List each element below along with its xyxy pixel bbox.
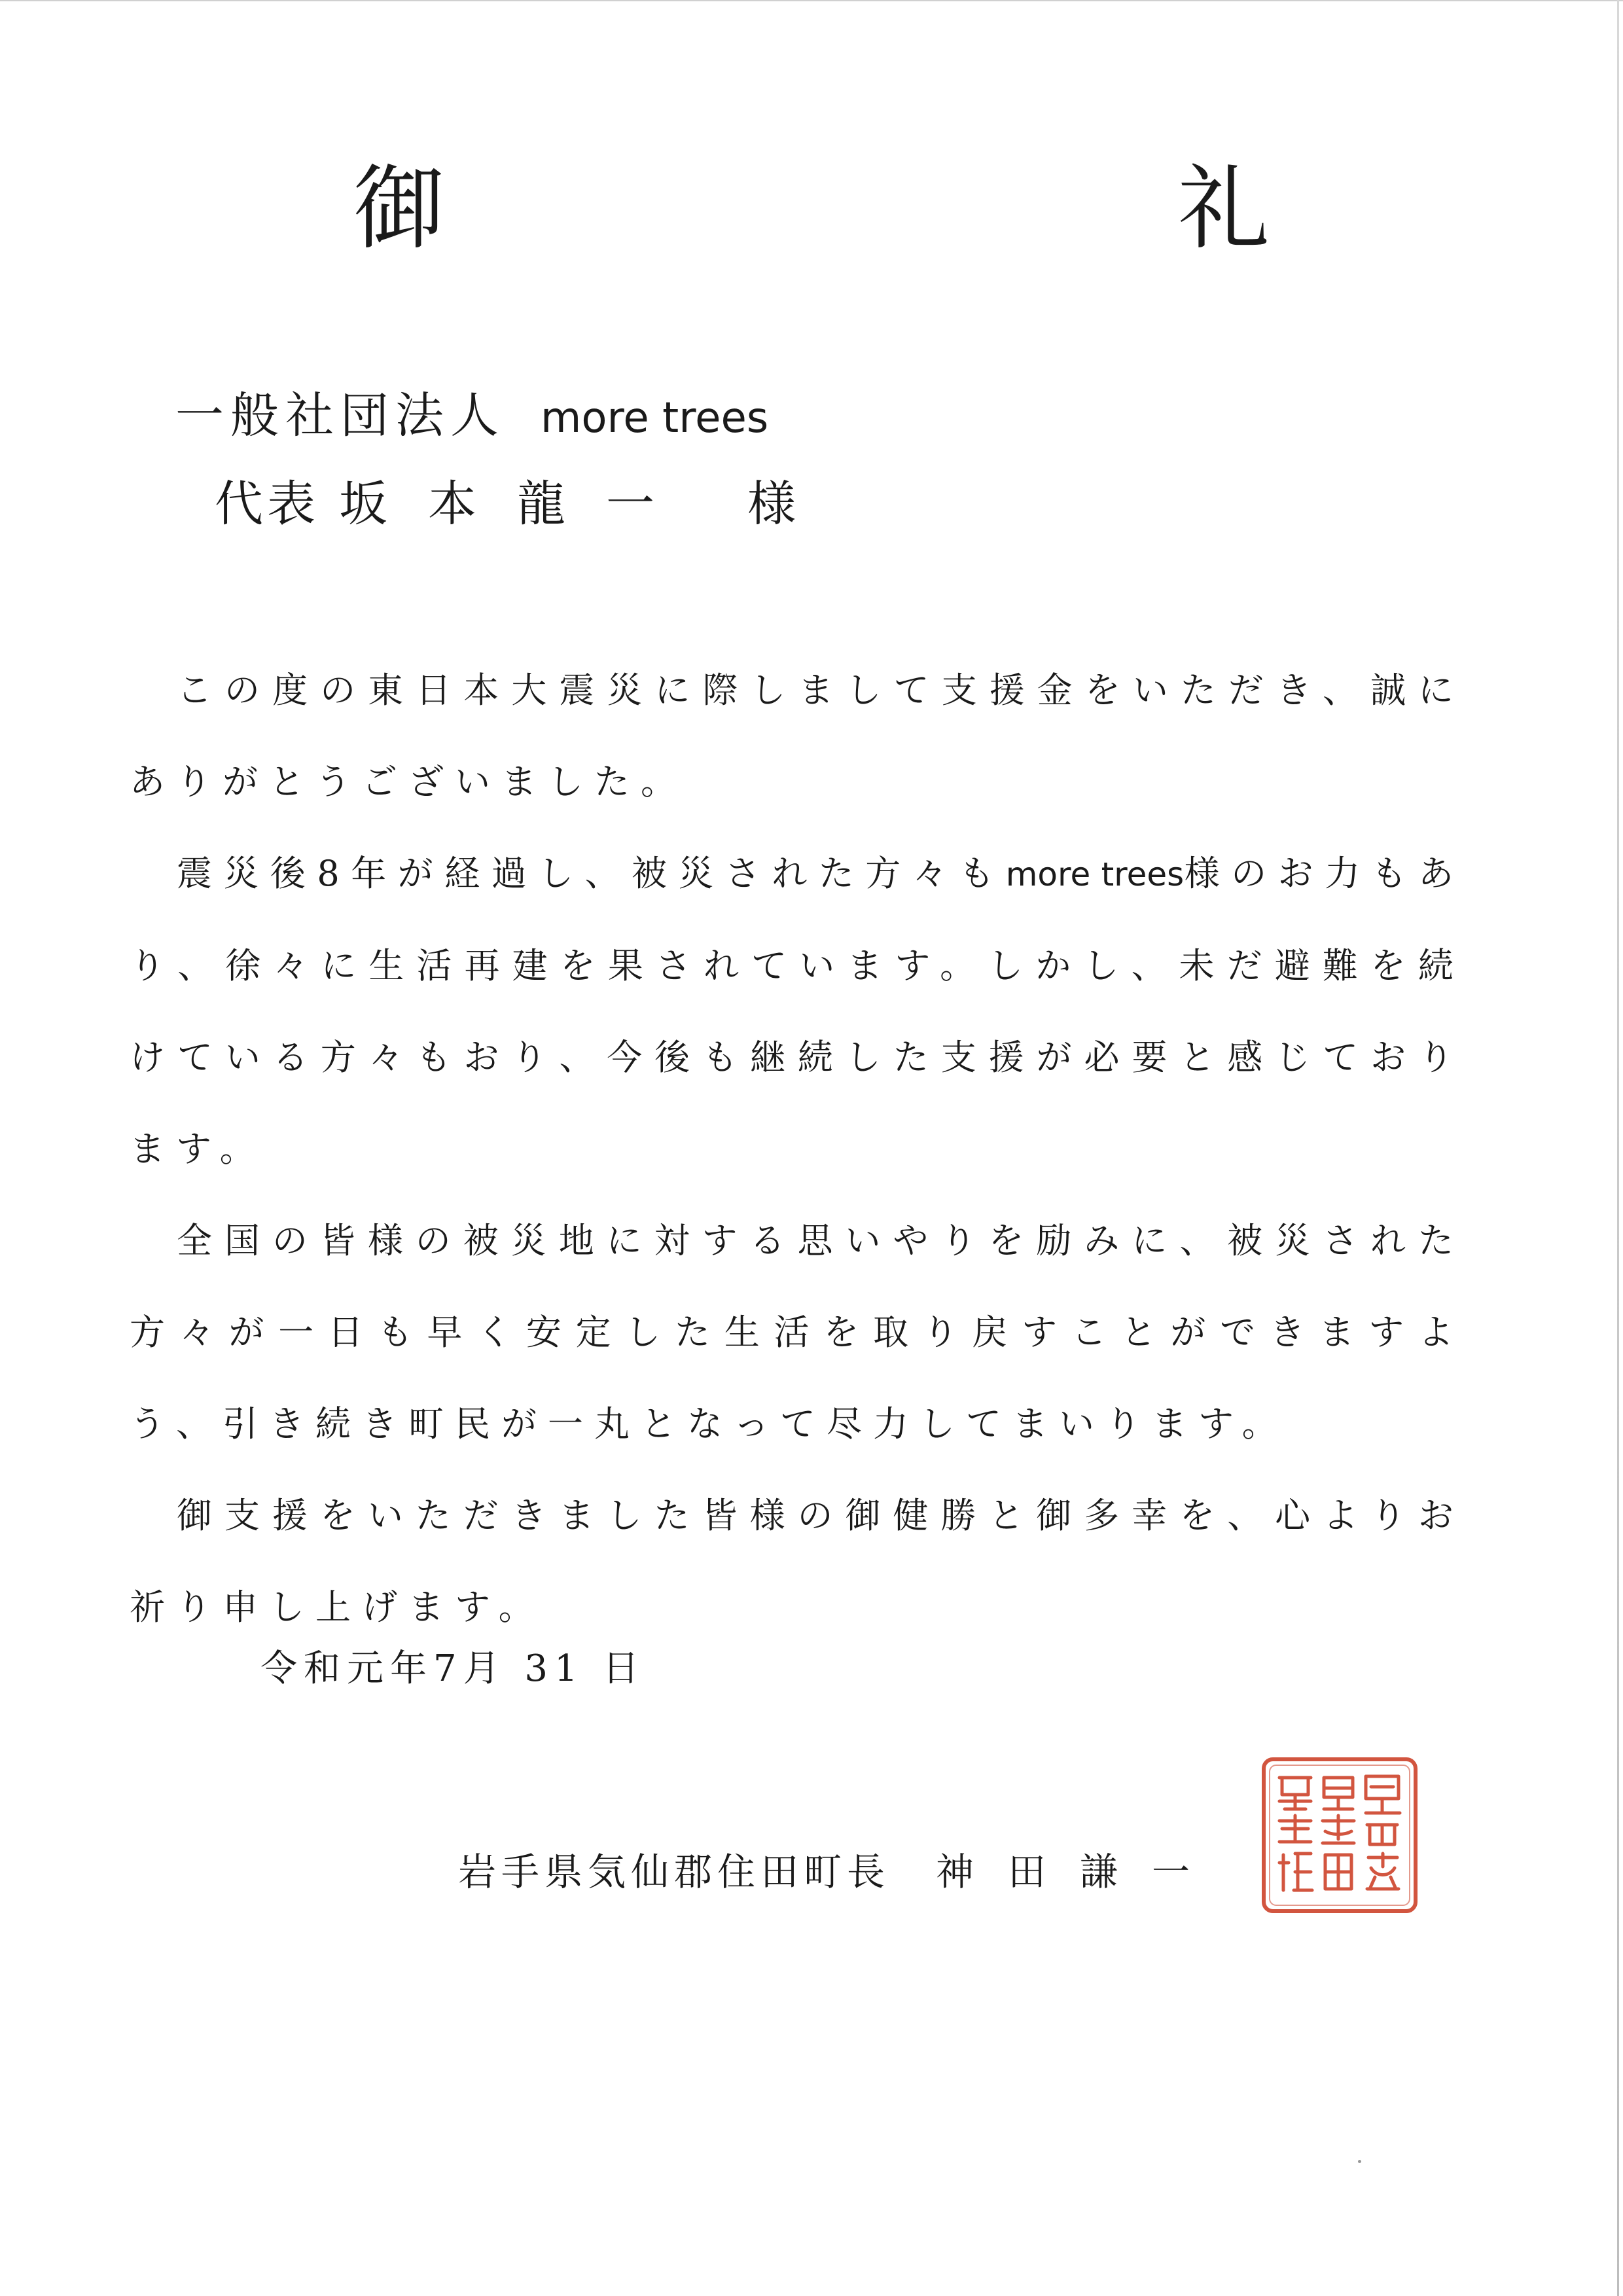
recipient-org-name: more trees	[541, 394, 769, 442]
official-seal-icon	[1260, 1755, 1419, 1915]
letter-date: 令和元年7月 31 日	[260, 1647, 646, 1690]
recipient-title: 代表	[215, 476, 319, 532]
recipient-line	[215, 468, 796, 540]
sender-line	[458, 1833, 1224, 1911]
sender-name: 神田謙一	[936, 1850, 1224, 1894]
body-paragraph: この度の東日本大震災に際しまして支援金をいただき、誠にありがとうございました。	[130, 670, 1465, 802]
letter-body	[130, 645, 1465, 1653]
body-org-name: more trees	[1005, 855, 1185, 893]
body-paragraph	[130, 828, 1465, 1195]
body-paragraph-text: 様のお力もあり、徐々に生活再建を果されています。しかし、未だ避難を続けている方々もおり、今後も継続した支援が必要と感じております。	[130, 853, 1465, 1170]
letter-title: 御 礼	[353, 156, 1453, 262]
recipient-organization	[175, 380, 768, 454]
scan-artifact	[1358, 2160, 1361, 2163]
recipient-org-type: 一般社団法人	[175, 387, 505, 444]
page-edge-top	[0, 0, 1623, 1]
body-paragraph: 御支援をいただきました皆様の御健勝と御多幸を、心よりお祈り申し上げます。	[130, 1495, 1465, 1628]
page-edge-right	[1617, 0, 1619, 2296]
recipient-name: 坂本龍一	[339, 476, 695, 532]
sender-organization: 岩手県気仙郡住田町長	[458, 1850, 891, 1894]
recipient-honorific: 様	[747, 476, 796, 532]
body-paragraph-text: 震災後8年が経過し、被災された方々も	[177, 853, 1006, 894]
body-paragraph: 全国の皆様の被災地に対する思いやりを励みに、被災された方々が一日も早く安定した生活を取り戻すことができますよう、引き続き町民が一丸となって尽力してまいります。	[130, 1220, 1465, 1444]
